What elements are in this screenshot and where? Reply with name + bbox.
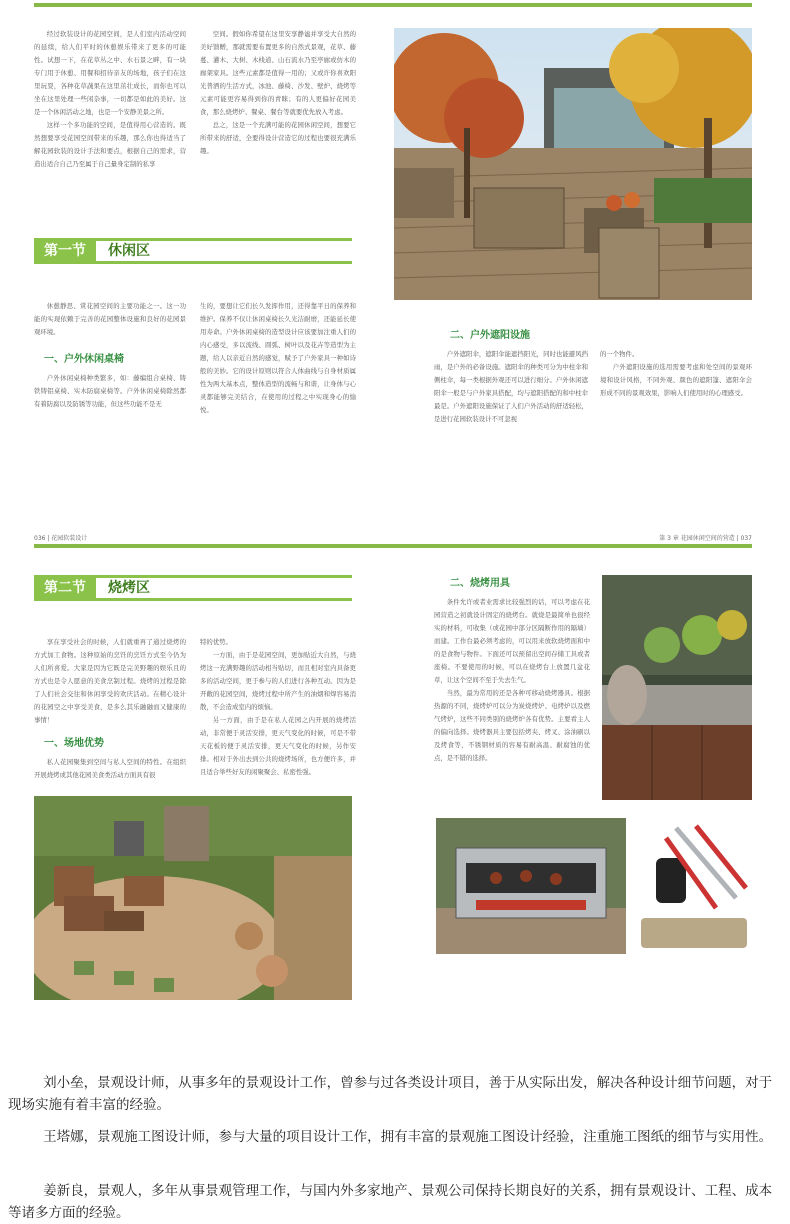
bbq-tools-text	[434, 596, 590, 765]
top-green-rule	[34, 3, 752, 7]
text-column-1	[34, 28, 186, 171]
paragraph: 的一个物件。	[600, 350, 639, 358]
section-number: 第一节	[34, 238, 94, 264]
subheading-outdoor-furniture: 一、户外休闲桌椅	[44, 354, 124, 365]
folio-right: 第 3 章 花园休闲空间的营造 | 037	[659, 535, 752, 542]
paragraph: 条件允许或者业需求比较强烈的话，可以考虑在花园营造之初就设计固定的烧烤台。就烧是最简单也很经实的材料，可收集（或花园中部分区隔断作用的隔墙）而建。工作台最必须考虑的，可以用来放软烧烤面和中的是食物与物件。下面还可以预留出空间存储工具或者座椅。不要使用的时候，可以在烧烤台上放置几盆花草，让这个空间不至于失去生气。	[434, 598, 590, 684]
bbq-intro	[34, 636, 186, 727]
bio-paragraph: 刘小垒，景观设计师，从事多年的景观设计工作，曾参与过各类设计项目，善于从实际出发，解决各种设计细节问题，对于现场实施有着丰富的经验。	[8, 1075, 773, 1113]
paragraph: 休憩静思、赏花园空间的主要功能之一。这一功能的实现依赖于完善的花园整体设施和良好的花园景观环境。	[34, 302, 186, 336]
shade-text-b	[600, 348, 752, 400]
folio-left: 036 | 花园软装设计	[34, 535, 88, 542]
paragraph: 空间。假如你希望在这里安享静谧并享受大自然的美好馈赠，那就需要布置更多的自然式景观，花草、藤蔓、灌木、大树、木栈道、山石流水乃至亭廊或仿木的廊架家具。这些元素都是值得一用的；又或许你喜欢阳光普洒的生活方式，冰池、藤椅、沙发、壁炉、烧烤等元素可能更容易得到你的青睐；有的人更偏好花园美食，那么烧烤炉、餐桌、餐台等就要优先放入考虑。	[200, 30, 356, 116]
paragraph: 生的，要想让它们长久发挥作用，还得靠平日的保养和维护。保养不仅让休闲桌椅长久光洁耐磨，还能延长使用寿命。户外休闲桌椅的造型设计应该要加注重人们的内心感受，多以流线、圆弧、树叶以及花卉等造型为主题，给人以亲近自然的感觉，赋予了户外家具一种如诗般的美妙。它的设计原则以符合人体曲线与自身材质属性为两大基本点，整体造型的流畅与和谐，让身体与心灵都能够完美结合，在使用的过程之中实现身心的愉悦。	[200, 302, 356, 414]
subheading-bbq-tools: 二、烧烤用具	[450, 578, 510, 589]
paragraph: 户外遮阳伞，遮阳伞能遮挡阳光，同时也能避风挡雨，是户外的必备设施。遮阳伞的种类可分为中柱伞和侧柱伞，每一类根据外观还可以进行细分。户外休闲遮阳伞一般是与户外家具搭配，均与遮阳搭配的和中柱伞最是。户外遮阳设施保证了人们户外活动的舒适轻松，是进行花园软装设计不可忽视	[434, 350, 588, 423]
bottom-green-rule	[34, 544, 752, 548]
text-column-mid	[200, 300, 356, 417]
patio-firepit-photo	[34, 796, 352, 1000]
bbq-tool-set-photo	[636, 818, 752, 954]
bbq-mid-column	[200, 636, 356, 779]
rooftop-terrace-photo	[394, 28, 752, 300]
paragraph: 私人花园聚集到空间与私人空间的特性。在组织开展烧烤或其他花园美食类活动方面具有很	[34, 758, 186, 779]
furniture-text	[34, 372, 186, 411]
bio-paragraph: 姜新良，景观人，多年从事景观管理工作，与国内外多家地产、景观公司保持长期良好的关系，拥有景观设计、工程、成本等诸多方面的经验。	[8, 1183, 773, 1221]
section-number: 第二节	[34, 575, 94, 601]
paragraph: 享在享受社会的时候，人们就重再了通过烧烤的方式加工食物。这种原始的烹饪的烹饪方式至今仍为人们所喜爱。大家是因为它既是完美野趣的娱乐且的方式也是令人愿意的美食烹制过程。烧烤的过程是除了人们社会交往和休闲享受的欢庆活动。在精心设计的花园空之中享受美食，是多么其乐融融而又健康的事情！	[34, 638, 186, 724]
subheading-shade: 二、户外遮阳设施	[450, 330, 530, 341]
outdoor-kitchen-photo	[602, 575, 752, 800]
section-intro	[34, 300, 186, 339]
site-advantage-text	[34, 756, 186, 782]
section-title: 烧烤区	[96, 578, 352, 598]
paragraph: 当然，最为常用的还是各种可移动烧烤器具。根据热源的不同，烧烤炉可以分为炭烧烤炉、电烤炉以及燃气烤炉，这些不同类别的烧烤炉各有优势。主要看主人的偏向选择。烧烤器具主要包括烤夹、烤叉、涂油刷以及烤食等，不锈钢材质的容易有耐高温、耐腐蚀的优点，是不错的选择。	[434, 689, 590, 762]
subheading-site-advantage: 一、场地优势	[44, 738, 104, 749]
text-column-2	[200, 28, 356, 158]
gas-grill-photo	[436, 818, 626, 954]
paragraph: 经过软装设计的花园空间，是人们室内活动空间的延续，给人们平时的休憩娱乐带来了更多的可能性。试想一下，在花草丛之中、水石景之畔，有一块专门用于休憩、用餐和招待亲友的场地，孩子们在这里玩耍，各种花草蔬果在这里茁壮成长，而你也可以坐在这里处理一些闲杂事，一切都是如此的美好。这是一个休闲活动之地，也是一个安静美景之所。	[34, 30, 186, 116]
section-banner-bbq	[34, 575, 352, 601]
paragraph: 另一方面，由于是在私人花园之内开展的烧烤活动，非常便于灵活安排，更天气变化的时候，可是不带天花板的便于灵活安排，更天气变化的时候，另作安排。相对于外出去到公共的烧烤场所，也方便许多，并且适合举些好友的闲聚聚会、私密性强。	[200, 716, 356, 776]
paragraph: 特的优势。	[200, 638, 232, 646]
paragraph: 这样一个多功能的空间，是值得用心营造的。既然想要享受花园空间带来的乐趣，那么你也得适当了解花园软装的设计手法和要点，根据自己的需求，营造出适合自己乃至属于自己量身定制的私享	[34, 121, 186, 168]
section-title: 休闲区	[96, 241, 352, 261]
paragraph: 一方面，由于是花园空间，更加贴近大自然，与烧烤这一充满野趣的活动相当贴切，而且相对室内具备更多的活动空间，更于参与的人们进行各种互动。因为是开敞的花园空间，烧烤过程中所产生的油烟和焊容易消散，不会造成室内的烦恼。	[200, 651, 356, 711]
bio-paragraph: 王塔娜，景观施工图设计师，参与大量的项目设计工作，拥有丰富的景观施工图设计经验，注重施工图纸的细节与实用性。	[43, 1129, 773, 1145]
paragraph: 总之，这是一个充满可能的花园休闲空间，想要它所带来的舒适，全要得设计营造它的过程也要很充满乐趣。	[200, 121, 356, 155]
section-banner-leisure	[34, 238, 352, 264]
paragraph: 户外遮阳设施的选用需要考虑和处空间的景观环境和设计风格，不同外观、颜色的遮阳篷、遮阳伞会形成不同的景观效果，影响人们使用时的心理感受。	[600, 363, 752, 397]
paragraph: 户外休闲桌椅种类繁多，如：藤编组合桌椅、铸铁铸铝桌椅、实木防腐桌椅等。户外休闲桌椅除然都有着防腐以及防锈等功能，但这些功能不是无	[34, 374, 186, 408]
shade-text-a	[434, 348, 588, 426]
